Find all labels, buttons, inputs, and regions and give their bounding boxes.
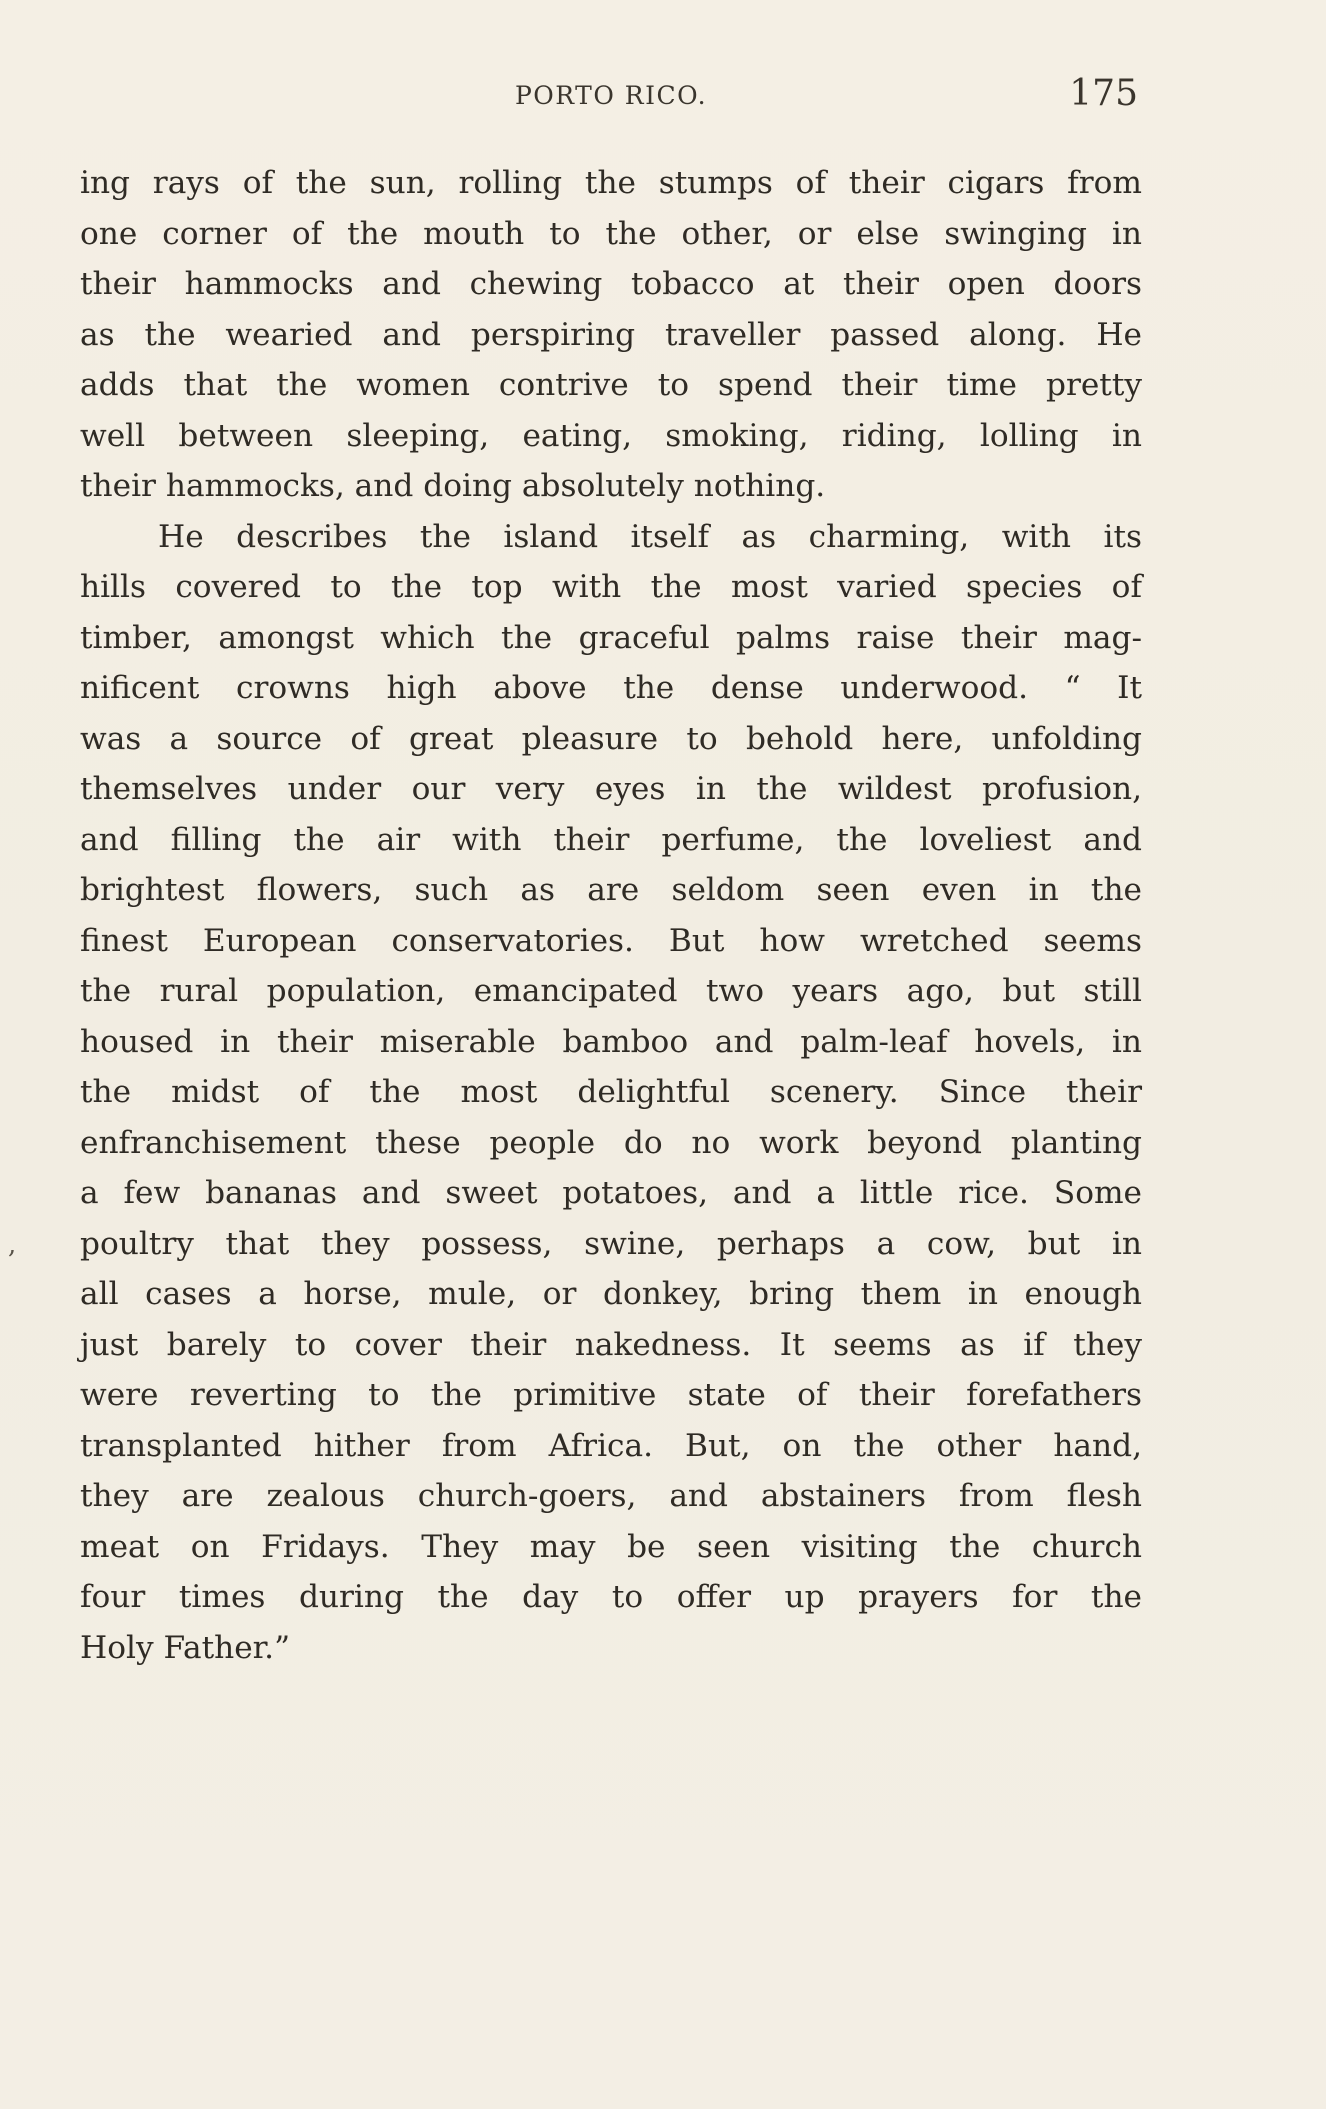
text-line: housed in their miserable bamboo and palm-leaf hovels, in — [80, 1023, 1142, 1060]
text-line: and filling the air with their perfume, the loveliest and — [80, 821, 1142, 858]
text-line: enfranchisement these people do no work beyond planting — [80, 1124, 1142, 1161]
text-line: all cases a horse, mule, or donkey, bring them in enough — [80, 1276, 1142, 1312]
text-line: was a source of great pleasure to behold here, unfolding — [80, 720, 1142, 757]
text-line: Holy Father.” — [80, 1629, 291, 1666]
text-line: hills covered to the top with the most varied species of — [80, 569, 1142, 605]
text-line: poultry that they possess, swine, perhaps a cow, but in — [80, 1225, 1142, 1262]
text-line: a few bananas and sweet potatoes, and a little rice. Some — [80, 1175, 1142, 1211]
text-line: meat on Fridays. They may be seen visiting the church — [80, 1528, 1142, 1565]
running-title: PORTO RICO. — [514, 81, 708, 110]
page-number: 175 — [1069, 73, 1138, 114]
running-head — [80, 73, 1142, 116]
body-text — [80, 158, 1142, 1673]
text-line: just barely to cover their nakedness. It seems as if they — [80, 1326, 1142, 1363]
text-line: finest European conservatories. But how wretched seems — [80, 922, 1142, 959]
text-line: themselves under our very eyes in the wildest profusion, — [80, 771, 1142, 807]
text-line: brightest flowers, such as are seldom seen even in the — [80, 872, 1142, 908]
text-line: ing rays of the sun, rolling the stumps of their cigars from — [80, 165, 1142, 201]
text-line: well between sleeping, eating, smoking, riding, lolling in — [80, 417, 1142, 454]
text-line: nificent crowns high above the dense underwood. “ It — [80, 670, 1142, 706]
margin-mark: , — [8, 1230, 17, 1260]
text-line: four times during the day to offer up prayers for the — [80, 1579, 1142, 1615]
text-line: He describes the island itself as charming, with its — [158, 518, 1142, 555]
text-line: were reverting to the primitive state of their forefathers — [80, 1377, 1142, 1413]
text-line: one corner of the mouth to the other, or else swinging in — [80, 215, 1142, 252]
text-line: the rural population, emancipated two years ago, but still — [80, 973, 1142, 1009]
text-line: the midst of the most delightful scenery. Since their — [80, 1074, 1142, 1110]
text-line: their hammocks and chewing tobacco at their open doors — [80, 266, 1142, 302]
text-line: they are zealous church-goers, and abstainers from flesh — [80, 1478, 1142, 1514]
text-line: timber, amongst which the graceful palms raise their mag- — [80, 619, 1142, 656]
text-line: as the wearied and perspiring traveller passed along. He — [80, 316, 1142, 353]
text-line: transplanted hither from Africa. But, on the other hand, — [80, 1427, 1142, 1464]
text-line: adds that the women contrive to spend their time pretty — [80, 367, 1142, 403]
text-line: their hammocks, and doing absolutely nothing. — [80, 468, 826, 504]
